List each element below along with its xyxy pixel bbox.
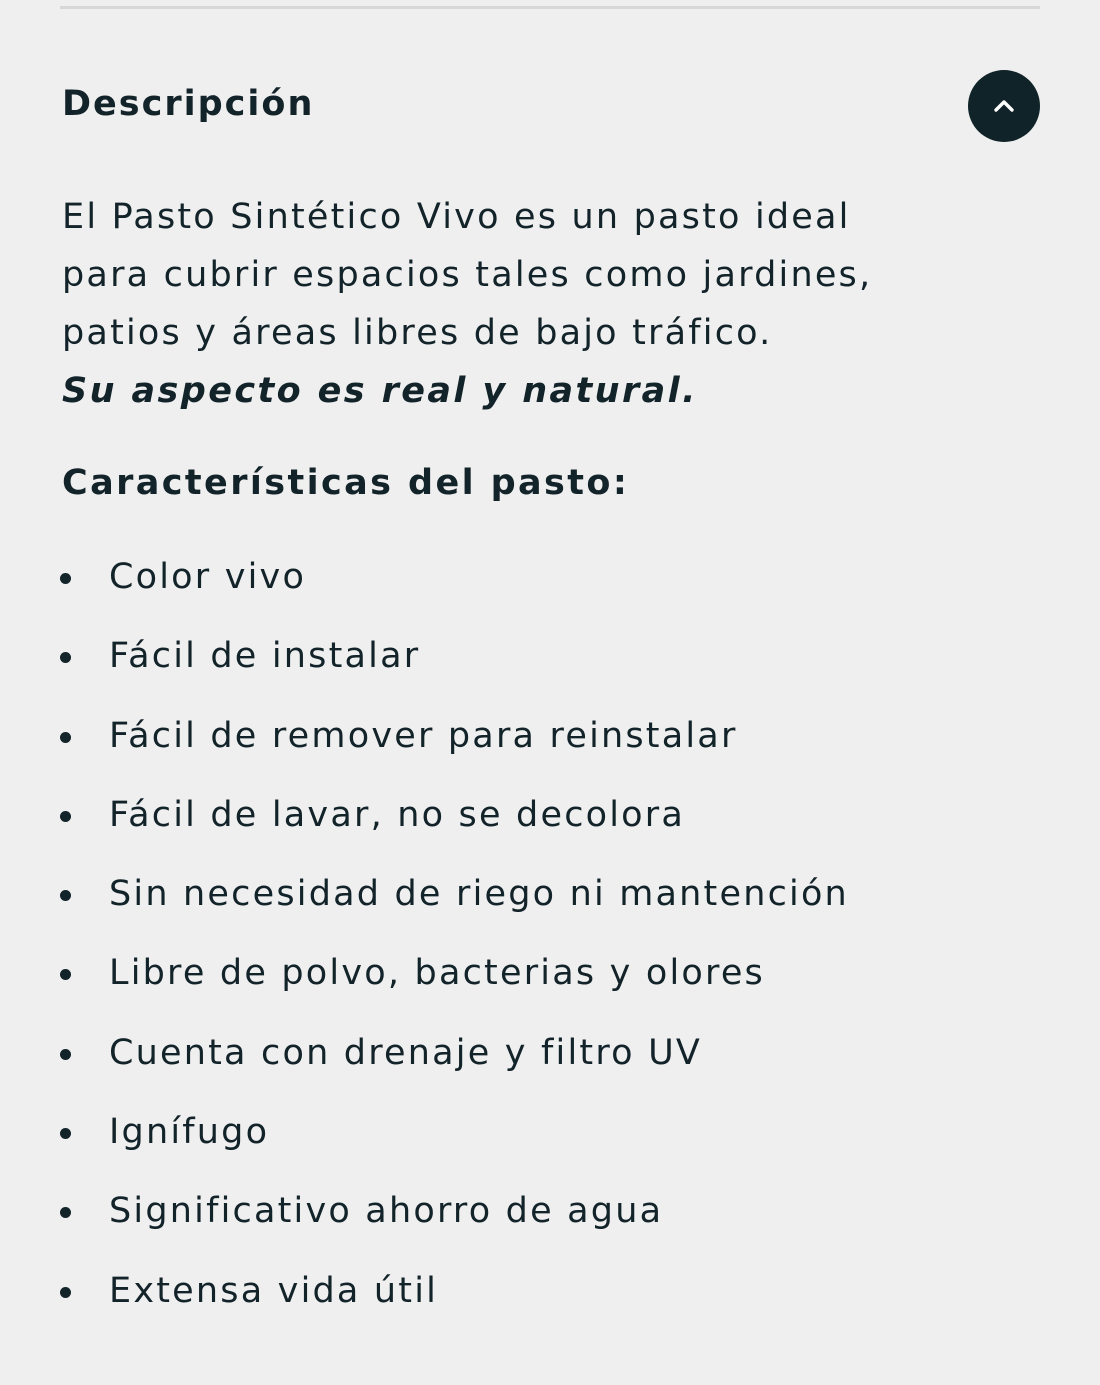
feature-item-label: Significativo ahorro de agua	[109, 1191, 664, 1232]
description-tagline: Su aspecto es real y natural.	[62, 371, 698, 411]
collapse-toggle-button[interactable]	[968, 70, 1040, 142]
feature-item	[56, 1024, 849, 1103]
feature-item-label: Libre de polvo, bacterias y olores	[109, 953, 765, 994]
feature-item	[56, 1182, 849, 1261]
bullet-icon	[60, 1287, 71, 1298]
feature-item-label: Color vivo	[109, 557, 307, 597]
feature-item-label: Sin necesidad de riego ni mantención	[109, 874, 849, 915]
bullet-icon	[60, 652, 71, 663]
bullet-icon	[60, 573, 71, 584]
feature-item	[56, 707, 849, 786]
top-divider	[60, 6, 1040, 9]
description-line: El Pasto Sintético Vivo es un pasto ideal	[62, 197, 851, 237]
feature-item-label: Ignífugo	[109, 1112, 270, 1153]
feature-item-label: Cuenta con drenaje y filtro UV	[109, 1032, 703, 1073]
feature-item-label: Extensa vida útil	[109, 1270, 439, 1311]
feature-item	[56, 865, 849, 944]
bullet-icon	[60, 1049, 71, 1060]
bullet-icon	[60, 890, 71, 901]
description-line: para cubrir espacios tales como jardines,	[62, 255, 873, 295]
feature-item	[56, 627, 849, 706]
bullet-icon	[60, 969, 71, 980]
feature-item-label: Fácil de lavar, no se decolora	[109, 794, 686, 835]
feature-item	[56, 786, 849, 865]
section-title: Descripción	[62, 84, 315, 124]
feature-item	[56, 548, 849, 627]
description-accordion-header[interactable]	[60, 70, 1040, 142]
feature-item	[56, 1103, 849, 1182]
features-title: Características del pasto:	[62, 463, 630, 503]
description-line: patios y áreas libres de bajo tráfico.	[62, 313, 773, 353]
feature-item	[56, 1262, 849, 1341]
feature-item-label: Fácil de instalar	[109, 636, 421, 677]
feature-item	[56, 944, 849, 1023]
bullet-icon	[60, 732, 71, 743]
bullet-icon	[60, 811, 71, 822]
description-body	[62, 188, 1022, 420]
bullet-icon	[60, 1128, 71, 1139]
feature-item-label: Fácil de remover para reinstalar	[109, 715, 738, 756]
feature-list	[56, 548, 849, 1341]
bullet-icon	[60, 1207, 71, 1218]
chevron-up-icon	[992, 98, 1016, 114]
